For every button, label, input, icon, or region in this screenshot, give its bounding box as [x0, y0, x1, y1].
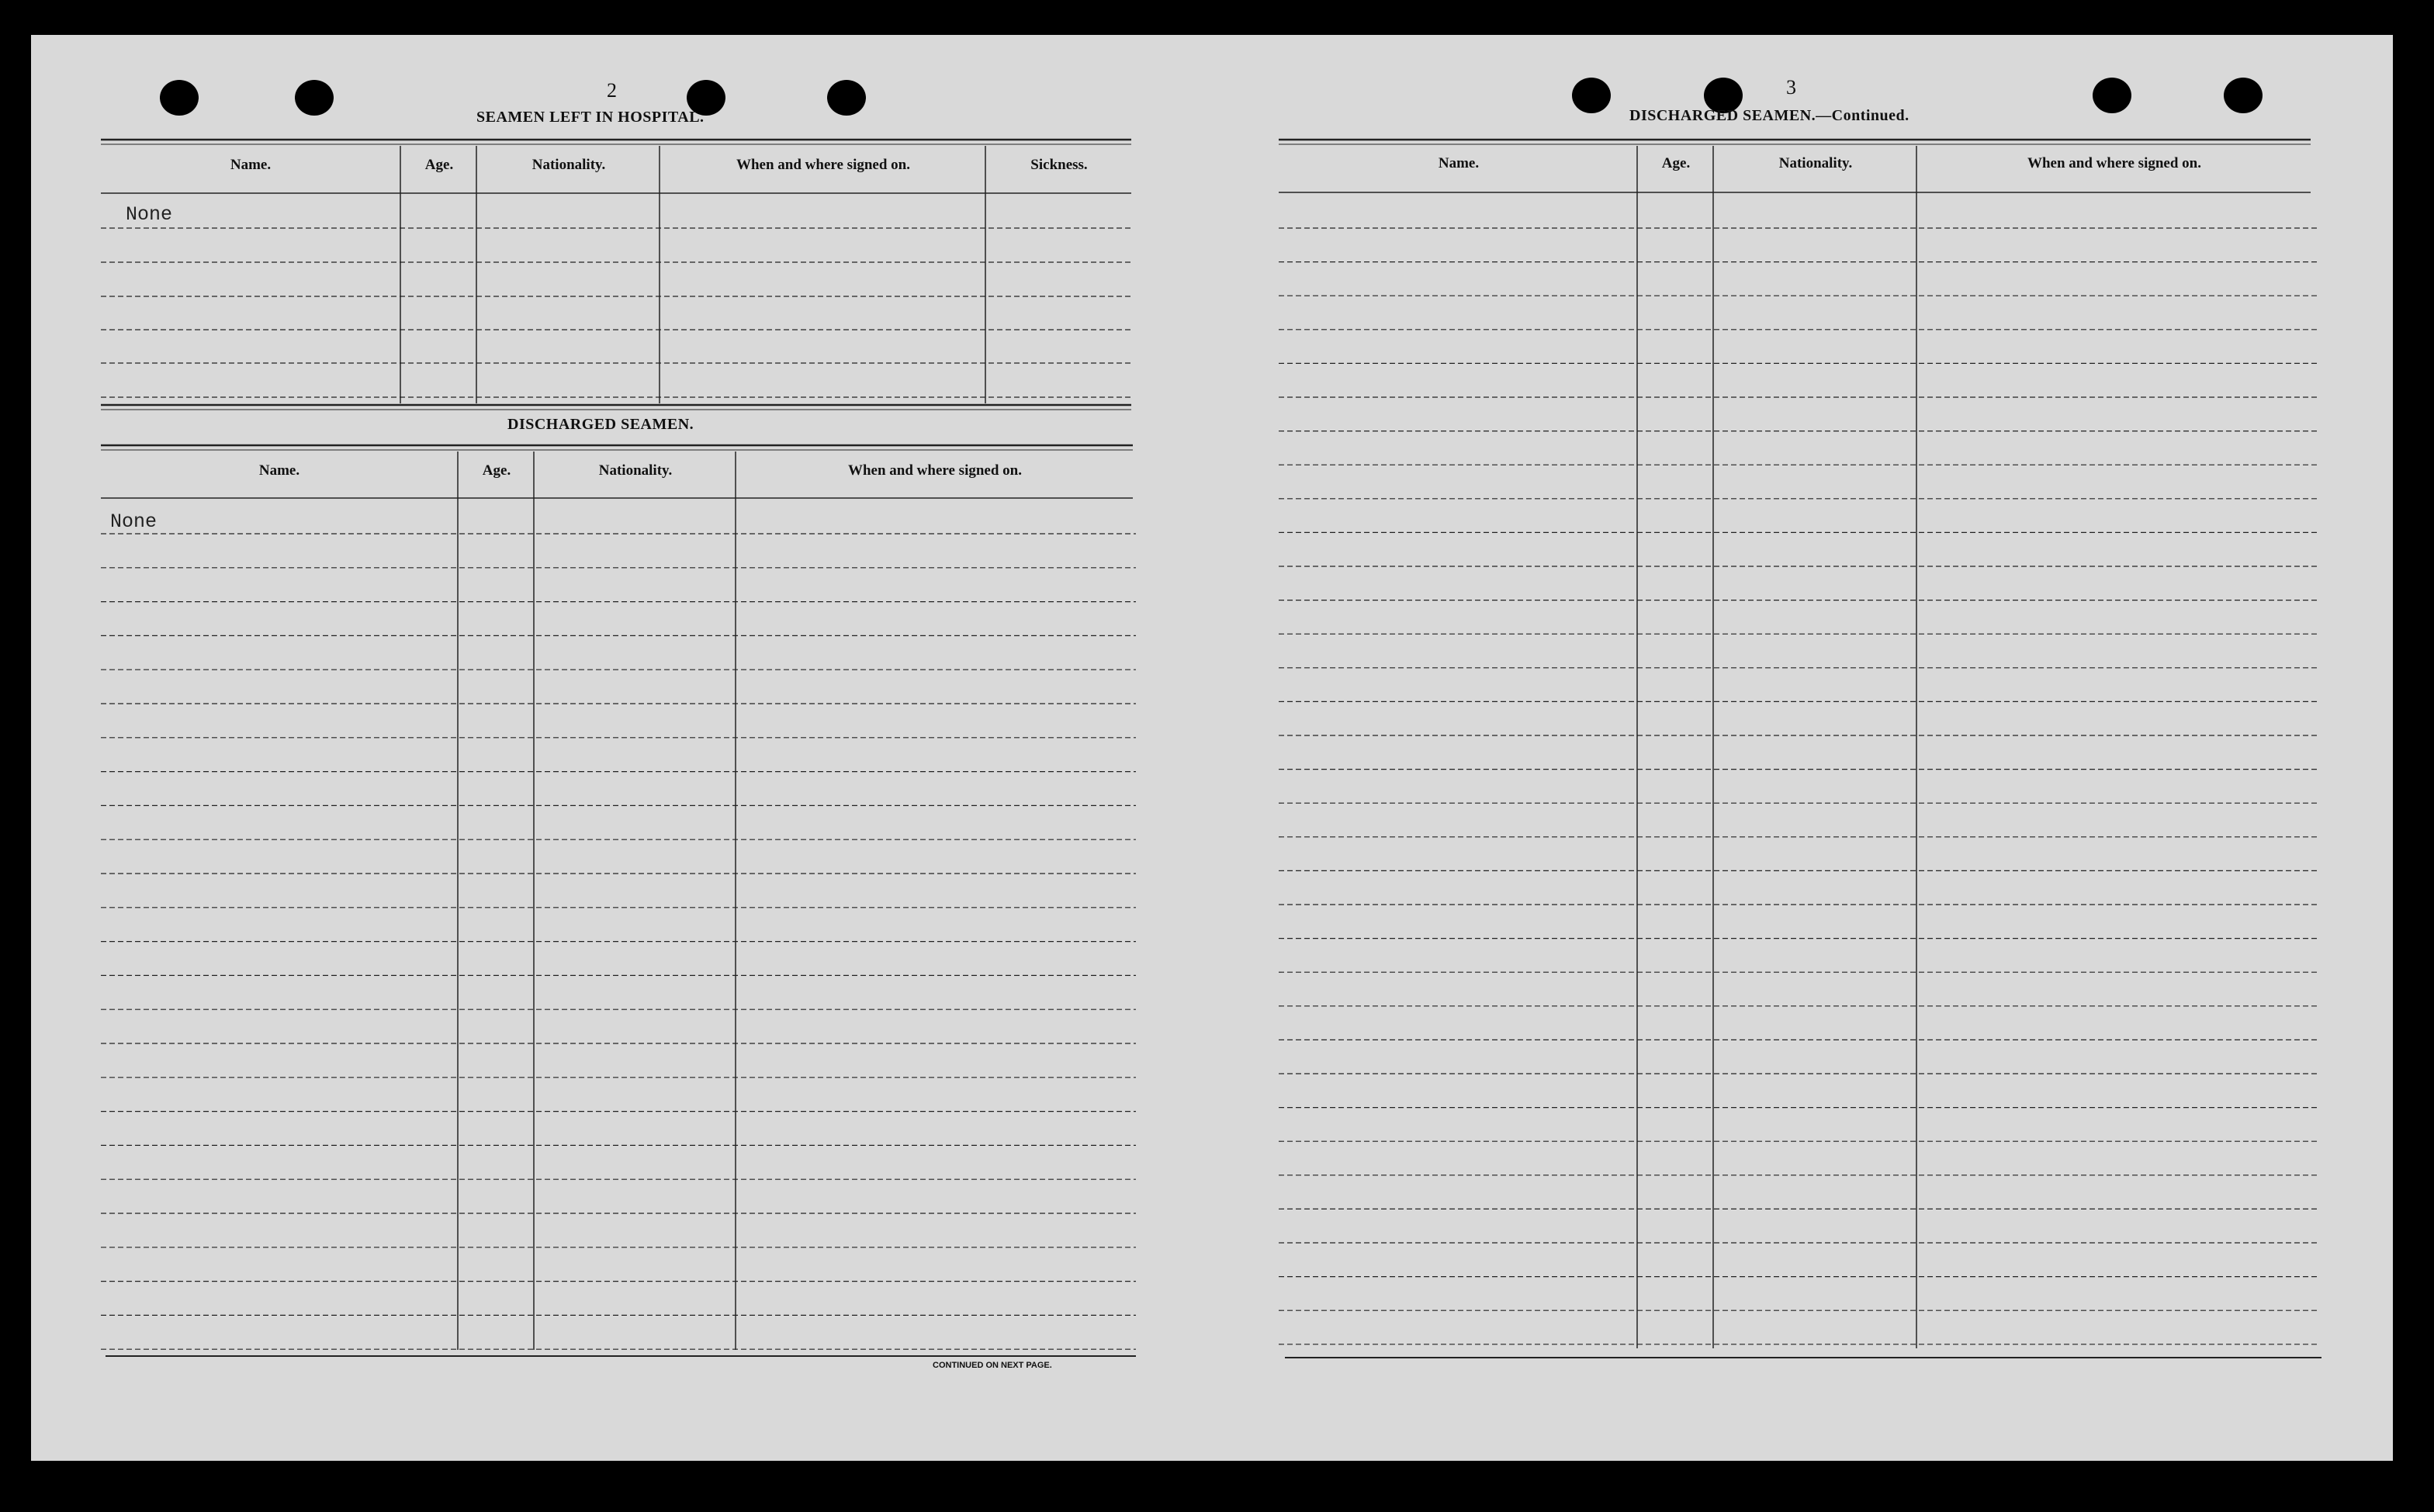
continued-note: CONTINUED ON NEXT PAGE.: [933, 1361, 1052, 1370]
right-section-title: DISCHARGED SEAMEN.—Continued.: [1629, 107, 1909, 124]
discharged-entry-none: None: [110, 510, 158, 533]
hospital-col-age: Age.: [424, 157, 454, 173]
right-col-nationality: Nationality.: [1778, 155, 1853, 171]
hospital-col-sickness: Sickness.: [1030, 157, 1088, 173]
discharged-col-nationality: Nationality.: [598, 462, 673, 479]
hospital-col-signed-on: When and where signed on.: [736, 157, 910, 173]
discharged-section-title: DISCHARGED SEAMEN.: [507, 416, 694, 433]
right-col-name: Name.: [1438, 155, 1480, 171]
hospital-entry-none: None: [126, 203, 173, 226]
page-number-left: 2: [607, 79, 617, 102]
hospital-col-nationality: Nationality.: [531, 157, 606, 173]
hospital-section-title: SEAMEN LEFT IN HOSPITAL.: [476, 109, 705, 126]
discharged-col-name: Name.: [258, 462, 300, 479]
discharged-col-signed-on: When and where signed on.: [847, 462, 1022, 479]
hospital-col-name: Name.: [230, 157, 272, 173]
discharged-col-age: Age.: [482, 462, 511, 479]
right-col-signed-on: When and where signed on.: [2027, 155, 2201, 171]
right-col-age: Age.: [1661, 155, 1691, 171]
page-number-right: 3: [1786, 76, 1796, 99]
